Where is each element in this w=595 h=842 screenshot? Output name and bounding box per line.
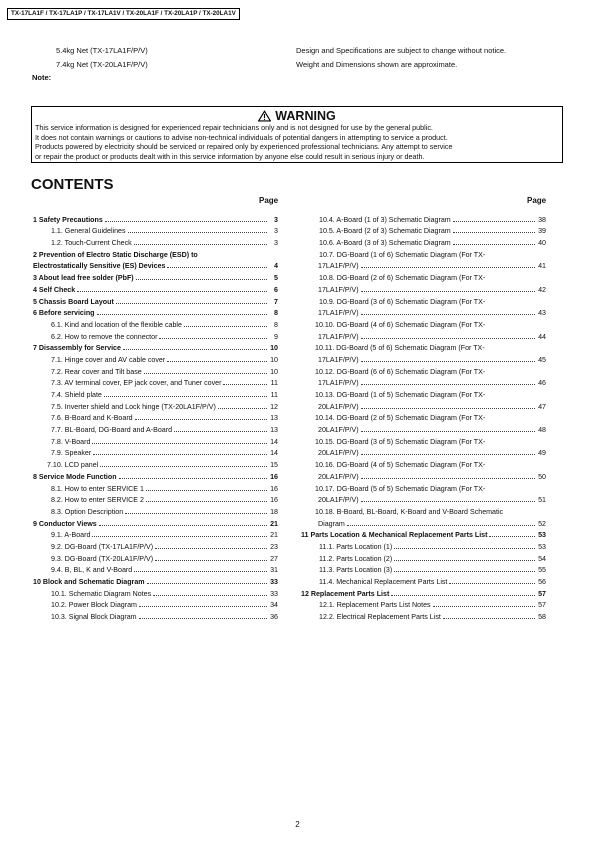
- warning-triangle-icon: [258, 110, 271, 122]
- toc-entry-page: 45: [538, 355, 546, 364]
- toc-entry[interactable]: [33, 563, 278, 575]
- toc-entry[interactable]: [301, 282, 546, 294]
- dot-leader: [125, 513, 267, 514]
- dot-leader: [146, 490, 267, 491]
- dot-leader: [134, 571, 267, 572]
- toc-entry[interactable]: [33, 609, 278, 621]
- toc-entry-title: 10.16. DG-Board (4 of 5) Schematic Diagram (For TX-: [315, 461, 486, 470]
- toc-entry-page: 56: [538, 578, 546, 586]
- weight-20: 7.4kg Net (TX-20LA1F/P/V): [56, 60, 148, 69]
- toc-entry[interactable]: [33, 574, 278, 586]
- toc-entry[interactable]: [33, 411, 278, 423]
- toc-entry-page: 11: [270, 379, 278, 388]
- toc-entry[interactable]: [33, 306, 278, 318]
- dot-leader: [97, 314, 267, 315]
- toc-entry-page: 54: [538, 554, 546, 563]
- toc-entry[interactable]: [33, 247, 278, 259]
- toc-entry-title: 7.4. Shield plate: [51, 391, 102, 399]
- toc-entry[interactable]: [33, 434, 278, 446]
- dot-leader: [77, 291, 267, 292]
- dot-leader: [443, 618, 535, 619]
- toc-entry-title: 11.3. Parts Location (3): [319, 566, 393, 575]
- dot-leader: [361, 431, 535, 432]
- toc-entry[interactable]: [301, 551, 546, 563]
- toc-entry-page: 47: [538, 402, 546, 411]
- toc-entry[interactable]: [33, 551, 278, 563]
- toc-entry-page: 41: [538, 262, 546, 271]
- toc-entry-title: 20LA1F/P/V): [318, 472, 359, 481]
- toc-entry-title: 20LA1F/P/V): [318, 449, 359, 458]
- dot-leader: [433, 606, 535, 607]
- weight-17: 5.4kg Net (TX-17LA1F/P/V): [56, 46, 148, 55]
- toc-entry[interactable]: [301, 399, 546, 411]
- toc-entry-title: 10.10. DG-Board (4 of 6) Schematic Diagram (For TX-: [315, 320, 486, 329]
- contents-title: CONTENTS: [31, 176, 114, 193]
- toc-entry-page: 4: [274, 262, 278, 271]
- toc-entry-title: 7.8. V-Board: [51, 437, 91, 446]
- warning-line: It does not contain warnings or cautions to advise non-technical individuals of potential dangers in attempting to service a product.: [35, 132, 448, 142]
- dot-leader: [361, 384, 535, 385]
- toc-entry[interactable]: [301, 598, 546, 610]
- dot-leader: [394, 571, 535, 572]
- model-header: TX-17LA1F / TX-17LA1P / TX-17LA1V / TX-20LA1F / TX-20LA1P / TX-20LA1V: [7, 8, 240, 20]
- toc-entry-title: 12 Replacement Parts List: [301, 589, 390, 598]
- dimension-disclaimer: Weight and Dimensions shown are approximate.: [296, 60, 458, 69]
- toc-entry-page: 42: [538, 285, 546, 294]
- toc-entry-page: 44: [538, 332, 546, 341]
- toc-entry[interactable]: [33, 317, 278, 329]
- toc-entry-title: Diagram: [318, 519, 345, 528]
- dot-leader: [361, 338, 535, 339]
- toc-entry-page: 18: [270, 507, 278, 516]
- dot-leader: [453, 221, 535, 222]
- toc-entry-page: 8: [274, 320, 278, 329]
- dot-leader: [391, 595, 535, 596]
- toc-entry[interactable]: [301, 528, 546, 540]
- toc-entry[interactable]: [301, 574, 546, 586]
- toc-entry[interactable]: [301, 434, 546, 446]
- toc-entry[interactable]: [301, 493, 546, 505]
- toc-entry-title: 7.6. B-Board and K-Board: [51, 414, 133, 423]
- toc-entry-page: 36: [270, 613, 278, 622]
- toc-entry-title: 7.1. Hinge cover and AV cable cover: [51, 355, 166, 364]
- dot-leader: [174, 431, 267, 432]
- toc-entry-title: 10.15. DG-Board (3 of 5) Schematic Diagram (For TX-: [315, 437, 486, 446]
- warning-line: Products powered by electricity should be serviced or repaired only by experienced professional technicians. Any attempt to service: [35, 142, 453, 151]
- toc-entry-title: 7.2. Rear cover and Tilt base: [51, 367, 142, 376]
- toc-entry-page: 23: [270, 542, 278, 551]
- page-number: 2: [295, 820, 300, 829]
- toc-entry-page: 14: [270, 449, 278, 458]
- toc-entry[interactable]: [33, 539, 278, 551]
- toc-entry-page: 9: [274, 332, 278, 341]
- toc-entry[interactable]: [301, 411, 546, 423]
- toc-entry-page: 8: [274, 309, 278, 318]
- toc-entry-title: 7.3. AV terminal cover, EP jack cover, and Tuner cover: [51, 379, 222, 388]
- toc-entry[interactable]: [33, 399, 278, 411]
- toc-entry[interactable]: [301, 387, 546, 399]
- toc-entry-title: 17LA1F/P/V): [318, 379, 359, 388]
- toc-entry[interactable]: [301, 329, 546, 341]
- toc-entry-page: 39: [538, 227, 546, 236]
- toc-entry-page: 53: [538, 531, 546, 540]
- toc-entry-page: 10: [270, 355, 278, 364]
- toc-entry-title: 17LA1F/P/V): [318, 332, 359, 341]
- toc-entry[interactable]: [33, 235, 278, 247]
- toc-entry[interactable]: [301, 317, 546, 329]
- dot-leader: [361, 501, 535, 502]
- toc-entry-title: 8.3. Option Description: [51, 507, 124, 516]
- toc-entry-page: 21: [270, 519, 278, 528]
- toc-entry[interactable]: [301, 352, 546, 364]
- toc-entry-page: 49: [538, 449, 546, 458]
- dot-leader: [92, 443, 267, 444]
- warning-title: WARNING: [275, 109, 336, 123]
- toc-entry[interactable]: [301, 294, 546, 306]
- toc-entry-title: 20LA1F/P/V): [318, 402, 359, 411]
- dot-leader: [361, 291, 535, 292]
- toc-entry-title: 7 Disassembly for Service: [33, 344, 121, 353]
- dot-leader: [155, 560, 267, 561]
- toc-entry[interactable]: [33, 387, 278, 399]
- warning-line: or repair the product or products dealt with in this service information by anyone else could result in serious injury or death.: [35, 151, 425, 161]
- toc-entry-title: 6 Before servicing: [33, 309, 95, 318]
- toc-entry[interactable]: [301, 481, 546, 493]
- toc-entry-title: 20LA1F/P/V): [318, 496, 359, 505]
- toc-entry[interactable]: [33, 493, 278, 505]
- toc-entry[interactable]: [301, 376, 546, 388]
- toc-entry-title: 1 Safety Precautions: [33, 215, 103, 224]
- toc-entry-page: 13: [270, 426, 278, 435]
- dot-leader: [135, 419, 267, 420]
- toc-entry-page: 34: [270, 601, 278, 610]
- dot-leader: [100, 466, 267, 467]
- dot-leader: [105, 221, 267, 222]
- toc-entry-title: 17LA1F/P/V): [318, 309, 359, 318]
- toc-entry-page: 3: [274, 227, 278, 236]
- toc-entry-title: 10.5. A-Board (2 of 3) Schematic Diagram: [319, 227, 451, 236]
- toc-entry-page: 40: [538, 239, 546, 248]
- toc-entry-page: 16: [270, 496, 278, 505]
- toc-entry-title: 10.13. DG-Board (1 of 5) Schematic Diagram (For TX-: [315, 391, 486, 399]
- toc-entry-page: 11: [270, 391, 278, 399]
- toc-entry[interactable]: [33, 469, 278, 481]
- dot-leader: [347, 525, 535, 526]
- dot-leader: [128, 232, 267, 233]
- toc-entry-title: 10.12. DG-Board (6 of 6) Schematic Diagram (For TX-: [315, 367, 486, 376]
- toc-entry-page: 57: [538, 589, 546, 598]
- dot-leader: [361, 267, 535, 268]
- toc-entry-page: 16: [270, 472, 278, 481]
- toc-entry-page: 31: [270, 566, 278, 575]
- dot-leader: [159, 338, 267, 339]
- dot-leader: [139, 606, 267, 607]
- toc-entry-page: 46: [538, 379, 546, 388]
- dot-leader: [144, 373, 267, 374]
- toc-entry[interactable]: [33, 270, 278, 282]
- toc-entry-page: 53: [538, 542, 546, 551]
- toc-entry-title: 4 Self Check: [33, 285, 76, 294]
- toc-entry-title: 10.17. DG-Board (5 of 5) Schematic Diagram (For TX-: [315, 484, 486, 493]
- toc-entry-title: 10 Block and Schematic Diagram: [33, 578, 145, 586]
- toc-entry-page: 50: [538, 472, 546, 481]
- toc-entry-page: 48: [538, 426, 546, 435]
- toc-entry-title: 10.9. DG-Board (3 of 6) Schematic Diagram (For TX-: [319, 297, 486, 306]
- toc-entry-title: 12.1. Replacement Parts List Notes: [319, 601, 431, 610]
- toc-entry[interactable]: [33, 504, 278, 516]
- toc-entry[interactable]: [301, 364, 546, 376]
- toc-entry-title: 6.2. How to remove the connector: [51, 332, 158, 341]
- dot-leader: [449, 583, 535, 584]
- toc-entry-page: 16: [270, 484, 278, 493]
- toc-entry-page: 33: [270, 589, 278, 598]
- toc-entry-page: 38: [538, 215, 546, 224]
- toc-entry[interactable]: [301, 247, 546, 259]
- toc-entry-title: 9.1. A-Board: [51, 531, 91, 540]
- toc-entry-title: 20LA1F/P/V): [318, 426, 359, 435]
- toc-entry-title: 10.14. DG-Board (2 of 5) Schematic Diagram (For TX-: [315, 414, 486, 423]
- toc-entry-title: 17LA1F/P/V): [318, 355, 359, 364]
- toc-entry-page: 10: [270, 344, 278, 353]
- toc-entry-page: 58: [538, 613, 546, 622]
- toc-entry-page: 13: [270, 414, 278, 423]
- dot-leader: [167, 267, 267, 268]
- toc-entry-title: 10.1. Schematic Diagram Notes: [51, 589, 152, 598]
- toc-entry-page: 27: [270, 554, 278, 563]
- note-label: Note:: [32, 73, 52, 82]
- toc-entry-page: 43: [538, 309, 546, 318]
- dot-leader: [184, 326, 267, 327]
- dot-leader: [361, 478, 535, 479]
- toc-entry-title: 11 Parts Location & Mechanical Replacement Parts List: [301, 531, 488, 540]
- toc-entry-page: 21: [270, 531, 278, 540]
- toc-entry-title: 9.2. DG-Board (TX-17LA1F/P/V): [51, 542, 154, 551]
- toc-entry[interactable]: [33, 282, 278, 294]
- toc-entry-title: 7.7. BL-Board, DG-Board and A-Board: [51, 426, 173, 435]
- toc-entry-title: 5 Chassis Board Layout: [33, 297, 114, 306]
- toc-entry-title: 10.4. A-Board (1 of 3) Schematic Diagram: [319, 215, 451, 224]
- toc-entry[interactable]: [33, 329, 278, 341]
- toc-entry[interactable]: [33, 224, 278, 236]
- toc-entry[interactable]: [33, 341, 278, 353]
- dot-leader: [136, 279, 267, 280]
- dot-leader: [123, 349, 267, 350]
- toc-entry-title: 10.7. DG-Board (1 of 6) Schematic Diagram (For TX-: [319, 250, 486, 259]
- toc-entry-title: 10.18. B-Board, BL-Board, K-Board and V-Board Schematic: [315, 507, 504, 516]
- dot-leader: [167, 361, 267, 362]
- toc-entry[interactable]: [301, 270, 546, 282]
- toc-entry-page: 7: [274, 297, 278, 306]
- dot-leader: [93, 454, 267, 455]
- toc-entry[interactable]: [33, 212, 278, 224]
- page-heading-right: Page: [527, 196, 547, 205]
- toc-entry-title: 10.2. Power Block Diagram: [51, 601, 137, 610]
- toc-entry[interactable]: [301, 539, 546, 551]
- spec-disclaimer: Design and Specifications are subject to change without notice.: [296, 46, 507, 55]
- warning-heading: [32, 109, 562, 123]
- toc-entry-page: 12: [270, 402, 278, 411]
- toc-entry[interactable]: [33, 516, 278, 528]
- toc-entry[interactable]: [301, 235, 546, 247]
- toc-entry-page: 10: [270, 367, 278, 376]
- toc-entry-title: 7.5. Inverter shield and Lock hinge (TX-20LA1F/P/V): [51, 402, 216, 411]
- toc-entry-page: 51: [538, 496, 546, 505]
- toc-entry-title: 10.3. Signal Block Diagram: [51, 613, 137, 622]
- dot-leader: [104, 396, 267, 397]
- toc-entry[interactable]: [301, 446, 546, 458]
- dot-leader: [153, 595, 267, 596]
- toc-entry[interactable]: [301, 306, 546, 318]
- toc-entry[interactable]: [33, 446, 278, 458]
- dot-leader: [453, 244, 535, 245]
- toc-entry[interactable]: [33, 457, 278, 469]
- toc-entry-title: 2 Prevention of Electro Static Discharge (ESD) to: [33, 250, 198, 259]
- toc-entry-title: 17LA1F/P/V): [318, 262, 359, 271]
- dot-leader: [99, 525, 267, 526]
- toc-entry-title: 10.11. DG-Board (5 of 6) Schematic Diagram (For TX-: [315, 344, 485, 353]
- dot-leader: [147, 583, 267, 584]
- dot-leader: [361, 314, 535, 315]
- toc-entry[interactable]: [33, 294, 278, 306]
- dot-leader: [116, 303, 267, 304]
- dot-leader: [155, 548, 267, 549]
- toc-entry[interactable]: [301, 563, 546, 575]
- toc-entry[interactable]: [301, 586, 546, 598]
- toc-entry[interactable]: [33, 598, 278, 610]
- toc-entry[interactable]: [301, 259, 546, 271]
- dot-leader: [394, 548, 535, 549]
- toc-entry-title: 11.1. Parts Location (1): [319, 542, 393, 551]
- toc-entry-page: 57: [538, 601, 546, 610]
- toc-entry[interactable]: [301, 516, 546, 528]
- dot-leader: [146, 501, 267, 502]
- toc-entry[interactable]: [33, 352, 278, 364]
- dot-leader: [394, 560, 535, 561]
- toc-entry-page: 6: [274, 285, 278, 294]
- toc-entry-title: 7.9. Speaker: [51, 449, 92, 458]
- dot-leader: [218, 408, 267, 409]
- toc-entry-title: 11.4. Mechanical Replacement Parts List: [319, 578, 448, 586]
- toc-entry-title: 8.2. How to enter SERVICE 2: [51, 496, 144, 505]
- dot-leader: [134, 244, 267, 245]
- toc-entry[interactable]: [33, 481, 278, 493]
- toc-entry-title: 8.1. How to enter SERVICE 1: [51, 484, 144, 493]
- toc-entry[interactable]: [33, 528, 278, 540]
- toc-entry[interactable]: [301, 469, 546, 481]
- dot-leader: [361, 454, 535, 455]
- toc-entry-title: 7.10. LCD panel: [47, 461, 99, 470]
- warning-line: This service information is designed for experienced repair technicians only and is not designed for use by the general public.: [35, 123, 433, 132]
- toc-entry-title: 12.2. Electrical Replacement Parts List: [319, 613, 441, 622]
- toc-entry[interactable]: [301, 224, 546, 236]
- toc-entry-page: 14: [270, 437, 278, 446]
- toc-right-column: [301, 212, 546, 621]
- toc-entry[interactable]: [301, 609, 546, 621]
- toc-entry-page: 5: [274, 274, 278, 283]
- dot-leader: [361, 361, 535, 362]
- toc-entry-page: 52: [538, 519, 546, 528]
- dot-leader: [223, 384, 267, 385]
- dot-leader: [489, 536, 535, 537]
- dot-leader: [139, 618, 267, 619]
- toc-entry-title: 1.2. Touch-Current Check: [51, 239, 132, 248]
- dot-leader: [92, 536, 267, 537]
- toc-entry-title: 9.3. DG-Board (TX-20LA1F/P/V): [51, 554, 154, 563]
- toc-entry-title: 8 Service Mode Function: [33, 472, 117, 481]
- toc-left-column: [33, 212, 278, 621]
- toc-entry-page: 3: [274, 239, 278, 248]
- toc-entry-page: 33: [270, 578, 278, 586]
- toc-entry[interactable]: [301, 422, 546, 434]
- dot-leader: [361, 408, 535, 409]
- dot-leader: [119, 478, 267, 479]
- toc-entry-title: 17LA1F/P/V): [318, 285, 359, 294]
- toc-entry[interactable]: [33, 422, 278, 434]
- toc-entry-title: 1.1. General Guidelines: [51, 227, 126, 236]
- warning-box: [31, 106, 563, 163]
- toc-entry-page: 55: [538, 566, 546, 575]
- toc-entry-title: 3 About lead free solder (PbF): [33, 274, 134, 283]
- toc-entry-title: 6.1. Kind and location of the flexible cable: [51, 320, 182, 329]
- toc-entry-title: 9.4. B, BL, K and V-Board: [51, 566, 133, 575]
- toc-entry-title: 11.2. Parts Location (2): [319, 554, 393, 563]
- toc-entry-page: 3: [274, 215, 278, 224]
- toc-entry-title: Electrostatically Sensitive (ES) Devices: [33, 262, 166, 271]
- page-heading-left: Page: [259, 196, 279, 205]
- toc-entry[interactable]: [301, 341, 546, 353]
- toc-entry[interactable]: [301, 457, 546, 469]
- dot-leader: [453, 232, 535, 233]
- toc-entry[interactable]: [33, 376, 278, 388]
- toc-entry-title: 10.6. A-Board (3 of 3) Schematic Diagram: [319, 239, 451, 248]
- toc-entry-title: 10.8. DG-Board (2 of 6) Schematic Diagram (For TX-: [319, 274, 486, 283]
- toc-entry[interactable]: [301, 212, 546, 224]
- toc-entry[interactable]: [33, 259, 278, 271]
- toc-entry-page: 15: [270, 461, 278, 470]
- toc-entry-title: 9 Conductor Views: [33, 519, 97, 528]
- toc-entry[interactable]: [301, 504, 546, 516]
- toc-entry[interactable]: [33, 364, 278, 376]
- toc-entry[interactable]: [33, 586, 278, 598]
